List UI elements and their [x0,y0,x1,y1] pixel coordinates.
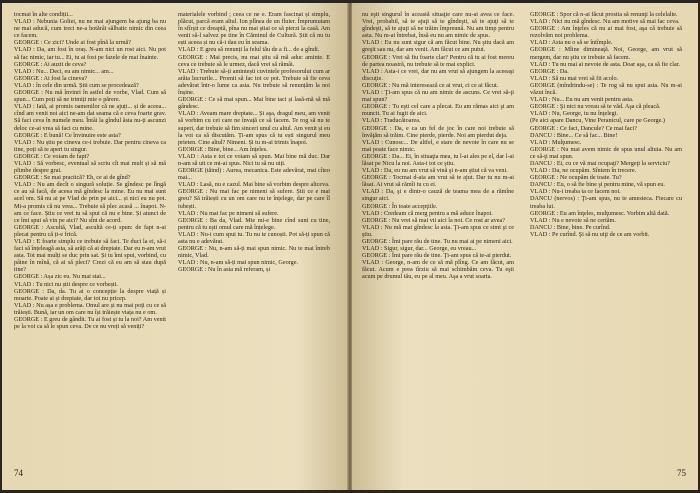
right-page-column-2 [530,11,682,459]
right-column-1-text: nu eşti singurul în această situaţie care nu-ai avea ce face. Vrei, probabil, să te ajuţi să te gîndeşti, să te ajuţi să te gîndeşti, să te ajuţi să ne trăim împreună. Nu am timp pentru asta. Nu m-ai întrebat, însă eu nu am nimic de spus. VLAD : Eu nu sunt sigur că am făcut bine. Nu ştiu dacă am greşit sau nu, dar am venit. Am făcut ce am putut. GEORGE : Vrei să fiu foarte clar? Pentru că tu ai fost mereu de partea noastră, nu trebuie să te mai explici. VLAD : Asta-i ce vrei, dar nu am vrut să ajungem la aceeaşi discuţie. GEORGE : Nu mă interesează ce ai vrut, ci ce ai făcut. VLAD : Ţi-am spus că nu am nimic de ascuns. Ce vrei să-ţi mai spun? GEORGE : Tu eşti cel care a plecat. Eu am rămas aici şi am muncit. Tu ai fugit de aici. VLAD : Traducătoarea. GEORGE : Da, e ca un fel de joc în care noi trebuie să învăţăm să trăim. Cine pierde, pierde. Noi am pierdut deja. VLAD : Cunosc... De altfel, e stare de nevoie în care nu se mai poate face nimic. GEORGE : Da... Ei, în situaţia mea, tu l-ai ales pe el, dar l-ai lăsat pe Nicu la noi. Asta-i tot ce ştiu. VLAD : Da, eu nu am vrut să vină şi n-am ştiut că va veni. GEORGE : Tocmai d-aia am vrut să te ajut. Dar tu nu m-ai lăsat. Ai vrut să rămîi tu cu ei. VLAD : Da, şi e dintr-o cauză de teama mea de a rămîne singur aici. GEORGE : În toate accepţiile. VLAD : Credeam că merg pentru a mă aduce înapoi. GEORGE : Nu vrei să mai vii aici la noi. Ce rost ar avea? VLAD : Nu mă mai gîndesc la asta. Ţi-am spus ce simt şi ce ştiu. GEORGE : Îmi pare rău de tine. Tu nu mai ai pe nimeni aici. VLAD : Sigur, sigur, dar... George, eu vreau... GEORGE : Îmi pare rău de tine. Ţi-am spus că te-ai pierdut. VLAD : George, n-am de ce să mă plîng. Ce am făcut, am făcut. Acum e prea tîrziu să mai schimbăm ceva. Tu eşti acum pe drumul tău, eu pe al meu. Aşa a vrut soarta. [362,11,514,281]
left-page-number: 74 [14,468,23,478]
right-page-column-1 [362,11,514,459]
right-page [352,3,698,490]
left-column-2-text: materialele vorbind ; ceea ce ne e. Eram fascinat și simplu, plăcut, parcă eram altul. Ion plînea de un fluier. Împrumutam în sfîrșit ce dreaptă, pîna nu mai știai ce să pierzi la casă. Am venit să-l salvez pe tine în Căminul de Cultură. Știi că nu tu ești aceea și nu că-i dau eu în seama. VLAD : E greu să renunți la felul tău de a fi... de a gîndi. GEORGE : Mai precis, nu mai știu să mă aduc aminte. E ceva ce trebuie să le urmez, dacă vrei să rămâi. VLAD : Trebuie să-ți amintești cuvintele profesorului cum ar arăta lucrurile... Promit să fac tot ce pot. Trebuie să fie ceva adevărat într-o lume ca asta. Nu trebuie să renunțăm la noi înșine. GEORGE : Ce să mai spun... Mai bine taci și lasă-mă să mă gândesc. VLAD : Aveam mare dreptate... Și aşa, dragul meu, am venit să vorbim cu cei care ne învață ce să facem. Te rog să nu te superi, dar trebuie să fim sinceri unul cu altul. Am venit și eu la voi ca să discutăm. Ți-am spus că tu ești singurul meu prieten. Cine altul? Nimeni. Și tu m-ai trimis înapoi. GEORGE : Bine, bine... Am înțeles. VLAD : Asta e tot ce voiam să spun. Mai bine mă duc. Dar n-am să uit ce mi-ai spus. Nici tu să nu uiți. GEORGE (tăind) : Aurea, mecanica. Este adevărat, mai cîteo mai... VLAD : Lasă, nu e cazul. Mai bine să vorbim despre altceva. GEORGE : Nu mai fac pe nimeni să sufere. Știi ce e mai greu? Să trăiești cu un om care nu te înțelege, dar pe care îl iubești. VLAD : Nu mai fac pe nimeni să sufere. GEORGE : Ba da, Vlad. Mie mi-e bine cînd sunt cu tine, pentru că tu ești omul care mă înțelege. VLAD : Nu-i cum spui tu. Tu nu te cunoști. Pot să-ți spun că asta nu e adevărat. GEORGE : Nu, n-am să-ți mai spun nimic. Nu te mai întreb nimic, Vlad. VLAD : Nu, n-am să-ți mai spun nimic, George. GEORGE : Nu în asta mă referam, și [178,11,330,274]
book-spread [2,3,698,490]
left-page [2,3,348,490]
right-column-2-text: GEORGE : Spor că n-ai făcut prostia să renunţi la celelalte. VLAD : Nici nu mă gîndesc. Nu am motive să mai fac ceva. GEORGE : Am înţeles că nu ai mai fost, aşa că trebuie să rezolvăm noi problema. VLAD : Asta nu o să se întîmple. GEORGE : Mîine dimineaţă. Noi, George, am vrut să mergem, dar nu ştiu ce trebuie să facem. VLAD : Tu nu mai ai nevoie de asta. Doar aşa, ca să fie clar. GEORGE : Da. VLAD : Să nu mai vrei să fii acolo. GEORGE (mîndrindu-se) : Te rog să nu spui asta. Nu m-ai văzut încă. VLAD : Nu... Eu nu am venit pentru asta. GEORGE : Şi nici nu vreau să te văd. Aşa că pleacă. VLAD : Nu, George, tu nu înţelegi. (Pe aici apare Dancu, Vine Peranicul, care pe George.) GEORGE : Ce faci, Dancule? Ce mai faci? DANCU : Bine... Ce să fac... Bine! VLAD : Mulţumesc. GEORGE : Nu mai avem nimic de spus unul altuia. Nu am ce să-ţi mai spun. DANCU : Ei, cu ce vă mai ocupaţi? Mergeţi la serviciu? VLAD : Da, ne ocupăm. Sîntem în trecere. GEORGE : Ne ocupăm de toate. Tu? DANCU : Eu, o să fie bine şi pentru mine, vă spun eu. VLAD : Nu-i treaba ta ce facem noi. DANCU (nervos) : Ţi-am spus, nu te amesteca. Fiecare cu treaba lui. GEORGE : Eu am înţeles, mulţumesc. Vorbim altă dată. VLAD : Nu e nevoie să ne certăm. DANCU : Bine, bine. Pe curînd. VLAD : Pe curînd. Şi să nu uiţi de ce am vorbit. [530,11,682,238]
right-page-number: 75 [677,468,686,478]
left-column-1-text: tocmai în alte condiții... VLAD : Nebunia Goliei, nu ne mai ajungem ba ajung ba nu ne mai aducă, cum treci ne-a hotărât sălbatic nimic din ceea ce facem. GEORGE : Ce zici? Unde ai fost pînă la urmă? VLAD : Da, am fost în oraș. N-am nici un rost aici. Nu pot să fac nimic, iar tu... Ei, tu ai fost pe fazele de mai înainte. GEORGE : Ai auzit de ceva? VLAD : Nu... Deci, eu am nimic... am... GEORGE : Ai fost la cineva? VLAD : în cele din urmă. Știi cum se procedează? GEORGE : Nu mă învinri în astfel de vorbe, Vlad. Cum să spun... Cum poți să ne trimiți mie o părere. VLAD : Iată, ai promis oamenilor că ne ajuți... și de aceea... cînd am venit noi aici ne-am dat seama că e ceva foarte grav. Să faci ceva în numele meu. Întâi la gîndul ăsta nu-ți ascunzi deloc ce-ai vrea să faci cu mine. GEORGE : E bună! Ce învinuire este asta? VLAD : Nu știu pe cineva ce-i trebuie. Dar pentru cineva ca tine, poți să te aperi tu singur. GEORGE : Ce voiam de fapt? VLAD : Să vorbesc, eventual să scriu cît mai mult și să mă plimbe despre grai. GEORGE : Se mai practică? Eh, ce ai de gînd? VLAD : Nu am decît o singură soluție. Se gîndesc pe lîngă ce au să facă, de aceea mă gîndesc la mine. Eu nu mai sunt acel om. Să nu ai pe Vlad de prin pe aici... și nici eu nu pot. Mi-a promis că nu vrea... Trebuie să plec acasă ... înapoi. N-am ce face. Știu ce vrei tu să spui că nu e bine. Și atunci de ce îmi spui să vin pe aici? Nu sînt de acord. GEORGE : Ascultă, Vlad, ascultă ce-ți spun: de fapt n-ai plecat pentru că ți-e frică. VLAD : E foarte simplu ce trebuie să faci. Te duci la ei, să-i faci să înțeleagă asta, să arăți că ai dreptate. Dar eu n-am vrut asta. Tot mai mulți se duc prin sat. Și tu îmi spui, vorbind, cu pâine în mînă, că ai să pleci? Crezi că eu am să stau după tine? GEORGE : Așa zic eu. Nu mai stai... VLAD : Tu nici nu știi despre ce vorbești. GEORGE : Da, da. Tu ai o concepție la despre viață și moarte. Poate ai și dreptate, dar tot nu pricep. VLAD : Nu așa e problema. Omul are și nu mai poți cu ce să trăiești. Bună, iar un om care nu își trăiește viața nu e om. GEORGE : E greu de gândit. Tu ai fost și tu la noi? Am venit pe la voi ca să le spun ceva. De ce nu vreți să veniți? [14,11,166,331]
left-page-column-2 [178,11,330,459]
left-page-column-1 [14,11,166,459]
